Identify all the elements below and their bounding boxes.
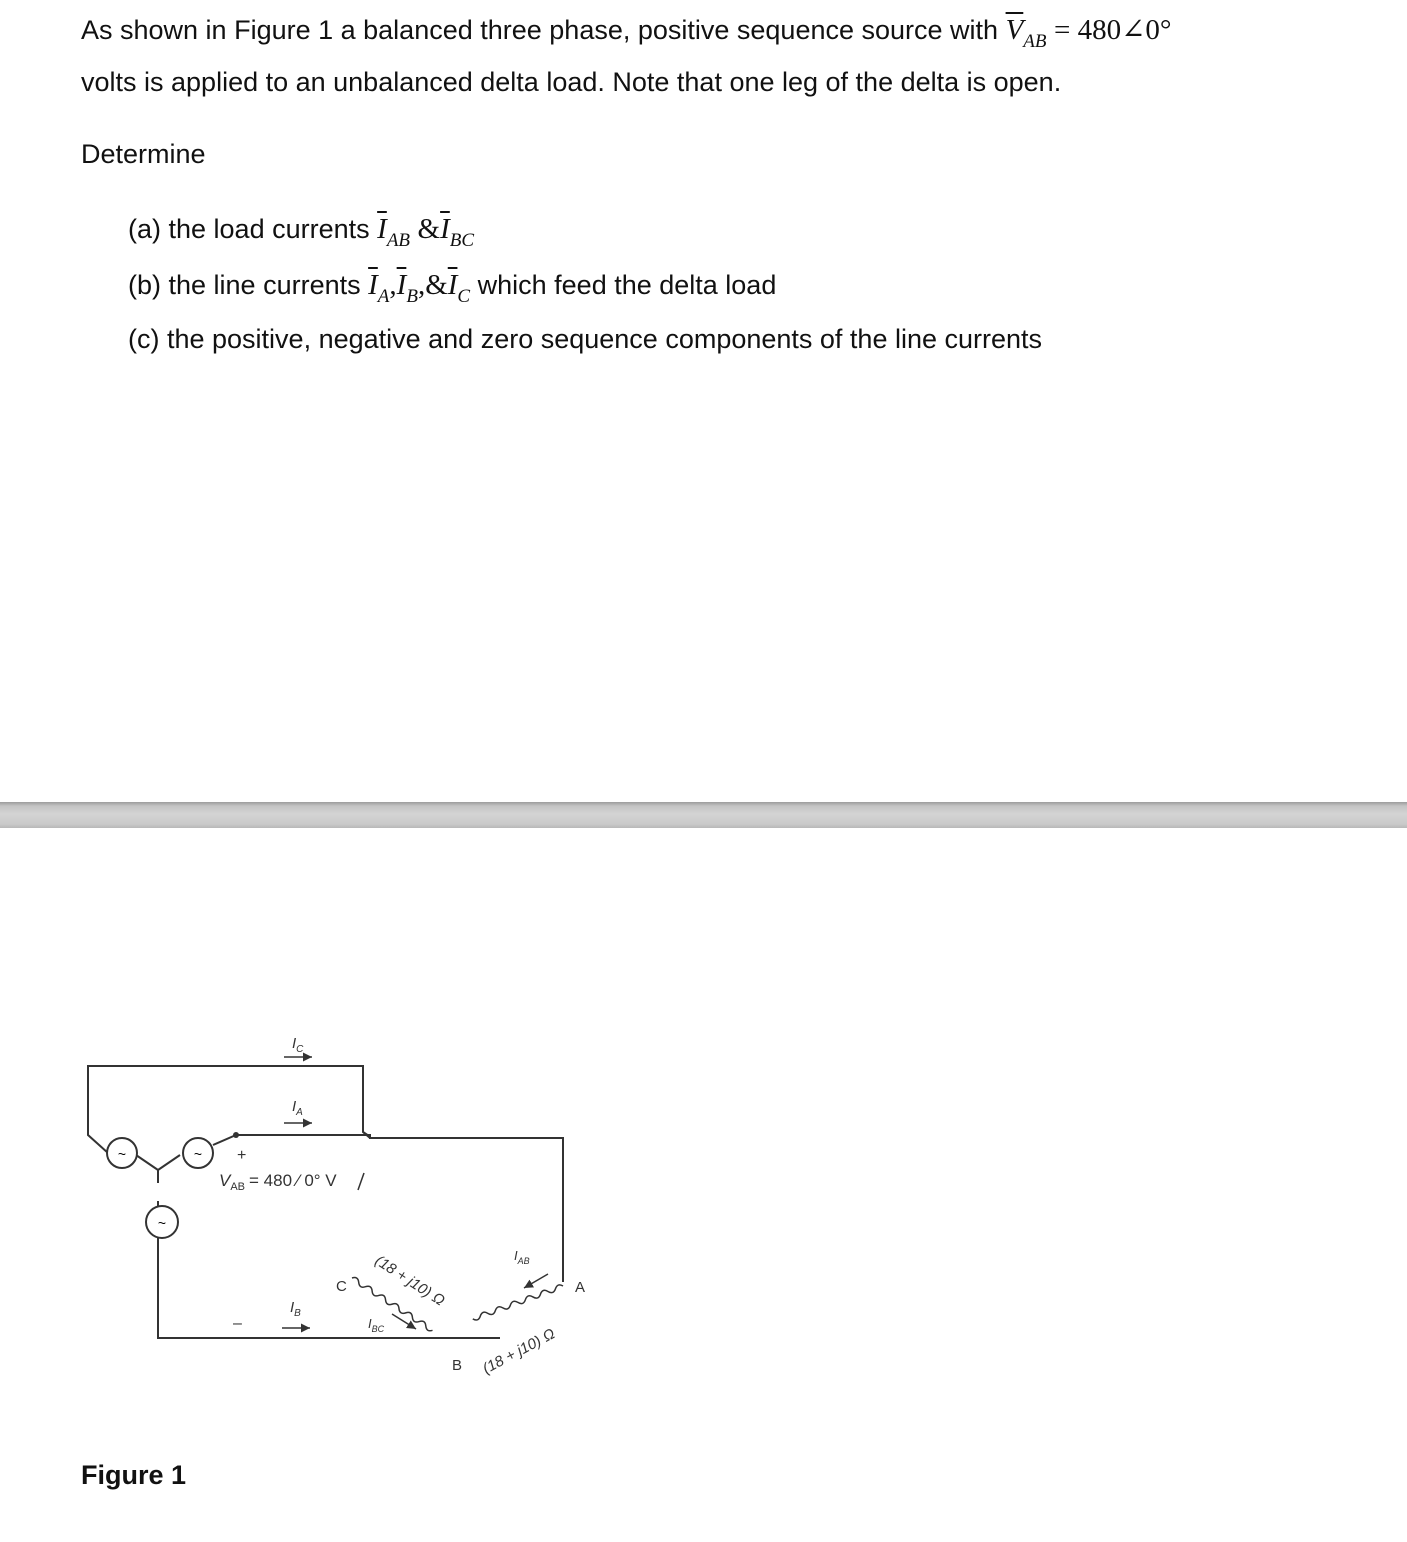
circuit-diagram <box>0 1010 640 1410</box>
ibc-subscript: BC <box>449 230 475 251</box>
source-a <box>183 1138 213 1168</box>
ic-symbol: $\overline{I}$ <box>447 269 458 301</box>
ic-subscript: C <box>457 286 471 307</box>
wire-b <box>158 1201 500 1338</box>
impedance-bc: (18 + j10) Ω <box>371 1252 448 1310</box>
problem-line-1 <box>81 14 1172 50</box>
label-ib: $I_B$ <box>290 1299 301 1319</box>
ia-subscript: A <box>377 286 390 307</box>
node-c-label: C <box>336 1278 347 1295</box>
minus-sign: – <box>233 1315 242 1332</box>
part-a-text: (a) the load currents <box>128 214 370 244</box>
ia-symbol: $\overline{I}$ <box>368 269 378 301</box>
vab-symbol: $\overline{V}$ <box>1005 14 1024 46</box>
part-c: (c) the positive, negative and zero sequence components of the line currents <box>128 324 1043 354</box>
vab-value: = 480∠0° <box>1054 14 1172 46</box>
part-b-text: (b) the line currents <box>128 270 361 300</box>
part-b <box>128 269 776 305</box>
page-divider <box>0 802 1407 828</box>
part-b-suffix: which feed the delta load <box>477 270 777 300</box>
label-iab: $I_{AB}$ <box>514 1248 530 1266</box>
vab-subscript: AB <box>1023 31 1047 52</box>
wire-neutral-1 <box>136 1155 180 1170</box>
plus-sign: + <box>237 1147 247 1164</box>
problem-intro-text: As shown in Figure 1 a balanced three phase, positive sequence source with <box>81 15 999 45</box>
iab-symbol: $\overline{I}$ <box>377 213 387 245</box>
source-symbol: ~ <box>157 1215 167 1231</box>
comma-ampersand: ,& <box>417 269 448 301</box>
source-symbol: ~ <box>117 1146 127 1162</box>
ib-symbol: $\overline{I}$ <box>396 269 407 301</box>
source-c <box>107 1138 137 1168</box>
node-dot <box>233 1132 239 1138</box>
label-ibc: $I_{BC}$ <box>368 1316 385 1334</box>
load-ab-coil <box>472 1284 564 1322</box>
node-b-label: B <box>452 1357 463 1374</box>
problem-line-2: volts is applied to an unbalanced delta load. Note that one leg of the delta is open. <box>81 67 1062 97</box>
arrow-iab <box>524 1274 548 1288</box>
comma: , <box>389 269 397 301</box>
iab-subscript: AB <box>386 230 411 251</box>
label-ic: $I_C$ <box>292 1035 304 1055</box>
vab-marker-line <box>358 1173 364 1190</box>
source-symbol: ~ <box>193 1146 203 1162</box>
vab-label: $V_{AB} = 480$ ⁄ 0° V <box>219 1171 337 1193</box>
determine-heading: Determine <box>81 139 206 169</box>
impedance-ab: (18 + j10) Ω <box>479 1325 558 1378</box>
ib-subscript: B <box>406 286 418 307</box>
source-b <box>146 1206 178 1238</box>
part-a <box>128 213 474 249</box>
label-ia: $I_A$ <box>292 1098 303 1118</box>
ibc-symbol: $\overline{I}$ <box>440 213 450 245</box>
ampersand: & <box>417 213 441 245</box>
node-a-label: A <box>575 1279 586 1296</box>
figure-caption: Figure 1 <box>81 1460 187 1490</box>
